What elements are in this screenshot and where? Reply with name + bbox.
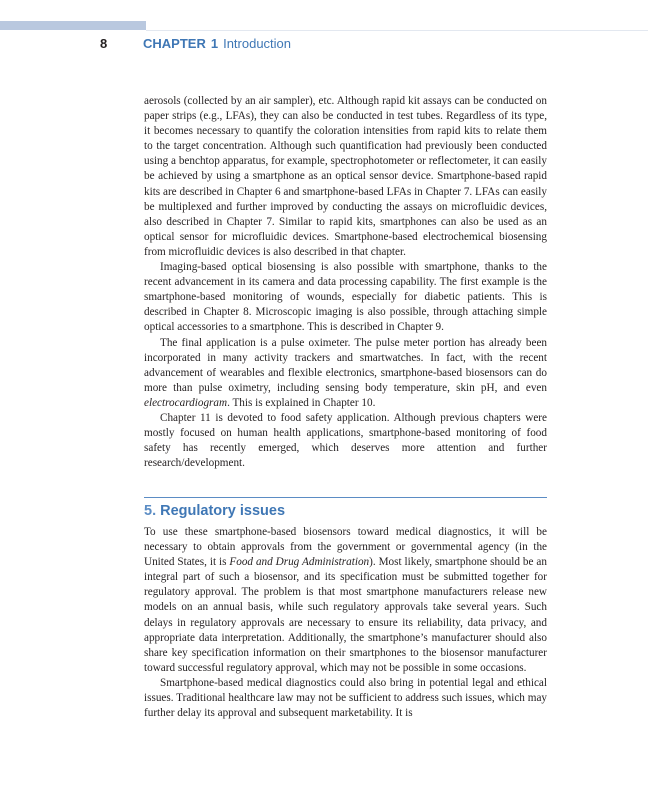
chapter-title: Introduction [223, 36, 292, 51]
header-rule [146, 30, 648, 31]
paragraph [144, 525, 547, 676]
paragraph-italic: electrocardiogram [144, 396, 228, 409]
chapter-number: 1 [210, 36, 219, 51]
paragraph-text: The final application is a pulse oximeter. The pulse meter portion has already been incorporated in many activity trackers and smartwatches. In fact, with the recent advancement of wearables and flexible electronics, smartphone-based biosensors can do more than pulse oximetry, including sensing body temperature, skin pH, and even [144, 336, 547, 394]
section-rule [144, 497, 547, 498]
paragraph-text: ). Most likely, smartphone should be an integral part of such a biosensor, and its specification must be submitted together for regulatory approval. The problem is that most smartphone manufacturers release new models on an annual basis, while such regulatory approvals take several years. Such delays in regulatory approvals are necessary to ensure its reliability, data privacy, and appropriate data interpretation. Additionally, the smartphone’s manufacturer should also share key specification information on their smartphones to the biosensor manufacturer toward successful regulatory approval, which may not be possible in some occasions. [144, 556, 547, 674]
paragraph: Smartphone-based medical diagnostics could also bring in potential legal and ethical issues. Traditional healthcare law may not be sufficient to address such issues, which may further delay its approval and subsequent marketability. It is [144, 676, 547, 720]
body-text-top [144, 94, 547, 471]
paragraph-text: . This is explained in Chapter 10. [227, 396, 376, 409]
paragraph: aerosols (collected by an air sampler), etc. Although rapid kit assays can be conducted on paper strips (e.g., LFAs), they can also be conducted in test tubes. Regardless of its type, it becomes necessary to quantify the coloration intensities from rapid kits to relate them to the target concentration. Although such quantification had previously been conducted using a benchtop apparatus, for example, spectrophotometer or reflectometer, it can easily be achieved by using a smartphone as an optical sensor device. Smartphone-based rapid kits are described in Chapter 6 and smartphone-based LFAs in Chapter 7. LFAs can easily be multiplexed and further improved by conducting the assays on microfluidic devices, also described in Chapter 7. Similar to rapid kits, smartphones can also be used as an optical sensor for microfluidic devices. Smartphone-based electrochemical biosensing from microfluidic devices is also described in that chapter. [144, 95, 547, 258]
chapter-label: CHAPTER [143, 36, 206, 51]
paragraph-italic: Food and Drug Administration [229, 556, 370, 569]
paragraph [144, 336, 547, 411]
section-number: 5. [144, 503, 157, 519]
page-number: 8 [100, 36, 108, 51]
section-title: Regulatory issues [160, 503, 286, 519]
paragraph: Imaging-based optical biosensing is also possible with smartphone, thanks to the recent advancement in its camera and data processing capability. The first example is the smartphone-based monitoring of wounds, especially for diabetic patients. This is described in Chapter 8. Microscopic imaging is also possible, through attaching simple optical accessories to a smartphone. This is described in Chapter 9. [144, 261, 547, 334]
running-head [143, 36, 291, 51]
section-heading [144, 503, 285, 519]
header-accent-bar [0, 21, 146, 30]
paragraph: Chapter 11 is devoted to food safety application. Although previous chapters were mostly focused on human health applications, smartphone-based monitoring of food safety has recently emerged, which deserves more attention and further research/development. [144, 411, 547, 470]
paragraph-text: To use these smartphone-based biosensors toward medical diagnostics, it will be necessary to obtain approvals from the government or governmental agency (in the United States, it is [144, 526, 547, 569]
body-text-section [144, 525, 547, 721]
